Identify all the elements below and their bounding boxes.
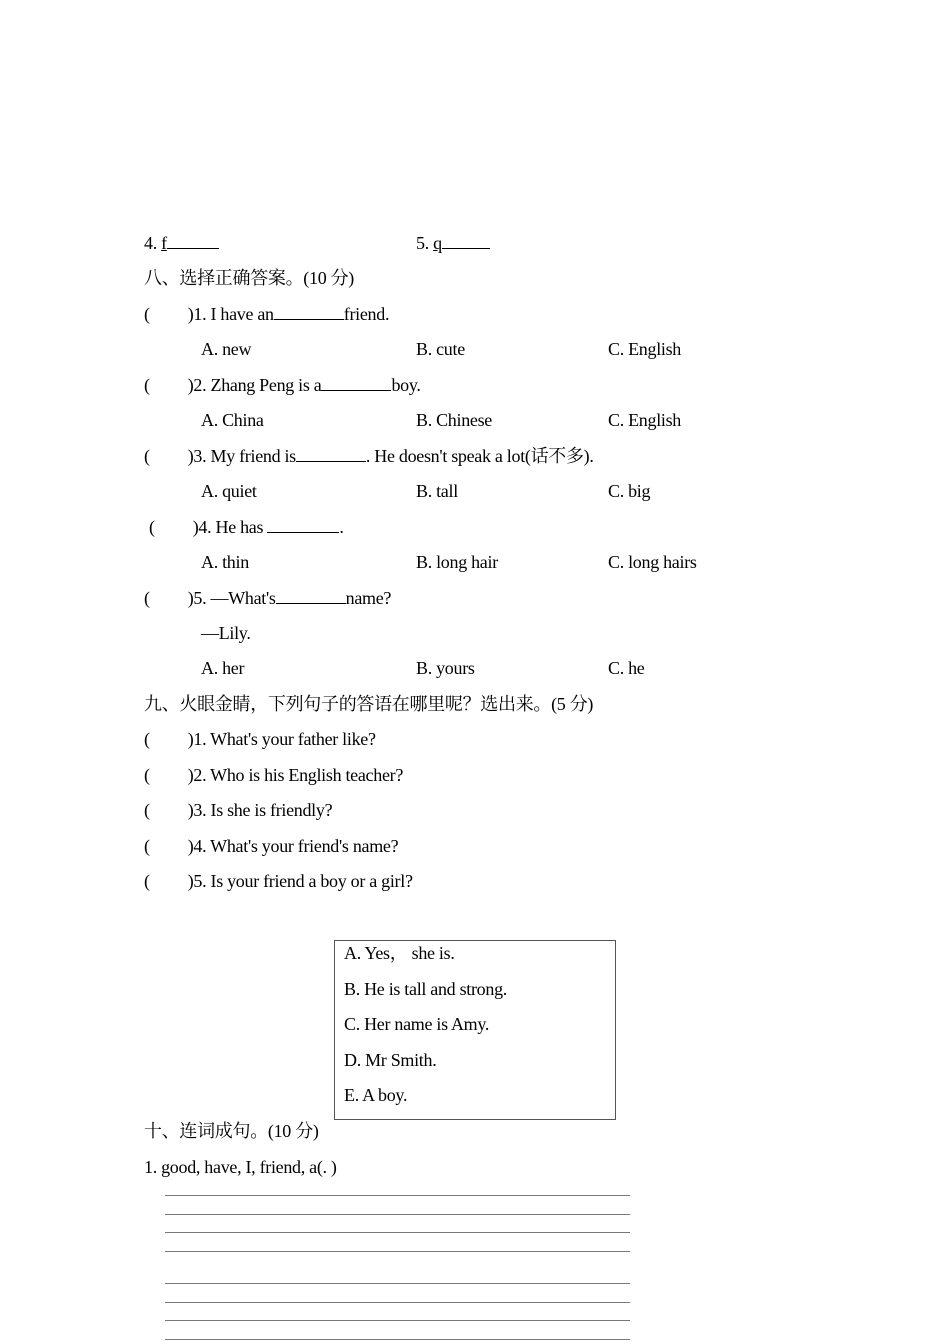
item-5-blank[interactable] [442, 231, 490, 249]
s8-q3-option-b: B. tall [416, 481, 458, 501]
section-9-title: 九、火眼金睛，下列句子的答语在哪里呢？选出来。(5 分) [144, 694, 594, 714]
s8-q2-option-c: C. English [608, 410, 682, 430]
answer-paren[interactable]: ( [144, 800, 150, 820]
writing-line[interactable] [165, 1320, 630, 1321]
answer-paren[interactable]: ( [144, 871, 150, 891]
s8-q5-reply: —Lily. [201, 623, 251, 643]
s8-q3-option-a: A. quiet [201, 481, 257, 501]
answer-paren[interactable]: ( [144, 304, 150, 324]
answer-c: C. Her name is Amy. [344, 1014, 490, 1034]
s8-q5-option-b: B. yours [416, 658, 475, 678]
s8-q1-option-a: A. new [201, 339, 252, 359]
fill-blank[interactable] [321, 373, 391, 391]
s9-q3: ( )3. Is she is friendly? [144, 800, 333, 820]
answer-e: E. A boy. [344, 1085, 408, 1105]
s8-q3: ( )3. My friend is . He doesn't speak a lot(话不多). [144, 446, 594, 466]
writing-line[interactable] [165, 1302, 630, 1303]
writing-line[interactable] [165, 1283, 630, 1284]
s8-q5-option-a: A. her [201, 658, 245, 678]
s8-q1-option-b: B. cute [416, 339, 465, 359]
fill-blank[interactable] [296, 444, 366, 462]
s9-q5: ( )5. Is your friend a boy or a girl? [144, 871, 413, 891]
s8-q2: ( )2. Zhang Peng is a boy. [144, 375, 421, 395]
s9-q2: ( )2. Who is his English teacher? [144, 765, 404, 785]
item-4-blank[interactable] [167, 231, 219, 249]
answer-paren[interactable]: ( [144, 729, 150, 749]
s10-q1: 1. good, have, I, friend, a(. ) [144, 1157, 337, 1177]
s8-q2-option-a: A. China [201, 410, 264, 430]
s9-q4: ( )4. What's your friend's name? [144, 836, 399, 856]
fill-blank[interactable] [274, 302, 344, 320]
item-5-letter: q [433, 233, 442, 253]
fill-blank[interactable] [276, 586, 346, 604]
answer-paren[interactable]: ( [144, 375, 150, 395]
answer-b: B. He is tall and strong. [344, 979, 507, 999]
answer-paren[interactable]: ( [144, 446, 150, 466]
item-4: 4. f [144, 231, 219, 254]
item-4-letter: f [161, 233, 167, 253]
section-8-title: 八、选择正确答案。(10 分) [144, 268, 354, 288]
s8-q4-option-a: A. thin [201, 552, 249, 572]
item-5: 5. q [416, 231, 490, 254]
s8-q3-option-c: C. big [608, 481, 651, 501]
s8-q5: ( )5. —What's name? [144, 588, 392, 608]
writing-line[interactable] [165, 1339, 630, 1340]
s8-q1-option-c: C. English [608, 339, 682, 359]
s8-q2-option-b: B. Chinese [416, 410, 492, 430]
s8-q4: ( )4. He has . [149, 517, 344, 537]
section-10-title: 十、连词成句。(10 分) [144, 1121, 319, 1141]
writing-line[interactable] [165, 1251, 630, 1252]
s8-q4-option-c: C. long hairs [608, 552, 697, 572]
answer-d: D. Mr Smith. [344, 1050, 437, 1070]
s8-q1: ( )1. I have an friend. [144, 304, 390, 324]
s8-q5-option-c: C. he [608, 658, 645, 678]
answer-a: A. Yes， she is. [344, 943, 455, 963]
answer-paren[interactable]: ( [144, 836, 150, 856]
writing-line[interactable] [165, 1232, 630, 1233]
writing-line[interactable] [165, 1214, 630, 1215]
answer-paren[interactable]: ( [144, 588, 150, 608]
s9-q1: ( )1. What's your father like? [144, 729, 376, 749]
answer-paren[interactable]: ( [149, 517, 155, 537]
fill-blank[interactable] [267, 515, 339, 533]
writing-line[interactable] [165, 1195, 630, 1196]
answer-paren[interactable]: ( [144, 765, 150, 785]
s8-q4-option-b: B. long hair [416, 552, 498, 572]
